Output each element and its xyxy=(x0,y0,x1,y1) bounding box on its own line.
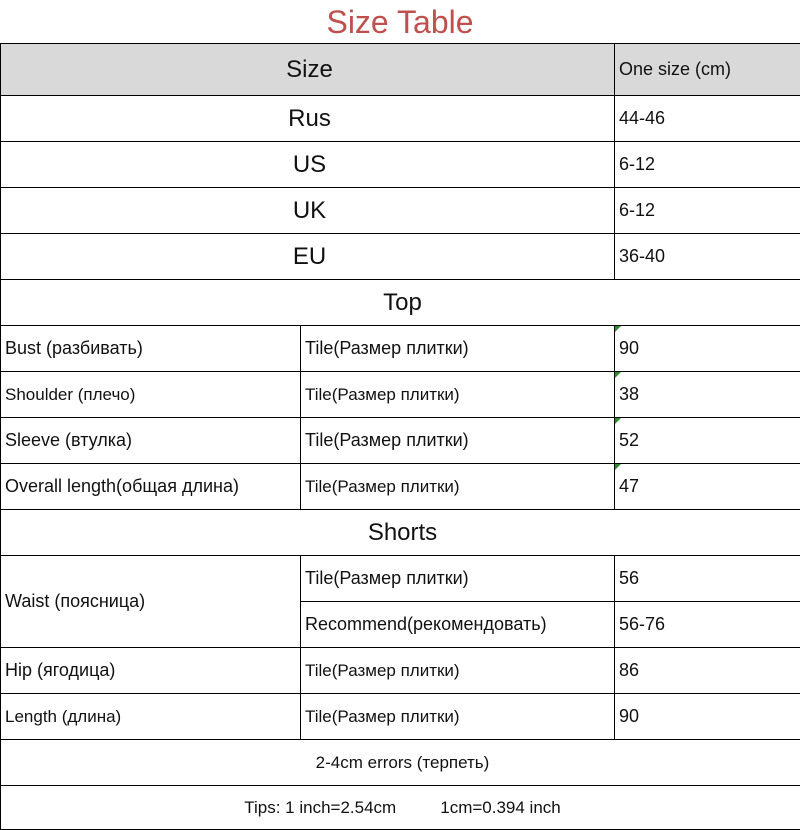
measure-label-overall-length: Overall length(общая длина) xyxy=(1,464,301,510)
page-title: Size Table xyxy=(0,0,800,44)
section-title-top: Top xyxy=(1,280,800,326)
size-row xyxy=(1,142,800,188)
table-row xyxy=(1,556,800,602)
measure-value-waist-recommend: 56-76 xyxy=(615,602,800,648)
size-label-eu: EU xyxy=(1,234,615,280)
measure-value-sleeve xyxy=(615,418,800,464)
measure-value-overall-length xyxy=(615,464,800,510)
corner-marker xyxy=(615,372,621,378)
error-note: 2-4cm errors (терпеть) xyxy=(1,740,800,786)
size-value-eu: 36-40 xyxy=(615,234,800,280)
section-title-shorts: Shorts xyxy=(1,510,800,556)
header-size-label: Size xyxy=(1,44,615,96)
note-row xyxy=(1,740,800,786)
measure-value-text: 47 xyxy=(619,476,639,496)
tips-row xyxy=(1,786,800,830)
size-value-us: 6-12 xyxy=(615,142,800,188)
size-label-uk: UK xyxy=(1,188,615,234)
table-row xyxy=(1,372,800,418)
corner-marker xyxy=(615,464,621,470)
measure-value-shoulder xyxy=(615,372,800,418)
corner-marker xyxy=(615,326,621,332)
table-row xyxy=(1,418,800,464)
measure-label-sleeve: Sleeve (втулка) xyxy=(1,418,301,464)
table-row xyxy=(1,326,800,372)
measure-value-hip: 86 xyxy=(615,648,800,694)
measure-value-text: 90 xyxy=(619,338,639,358)
table-row xyxy=(1,464,800,510)
measure-type-shoulder: Tile(Размер плитки) xyxy=(301,372,615,418)
size-table xyxy=(0,43,800,830)
measure-label-length: Length (длина) xyxy=(1,694,301,740)
measure-value-length: 90 xyxy=(615,694,800,740)
measure-type-waist-recommend: Recommend(рекомендовать) xyxy=(301,602,615,648)
tips-cell xyxy=(1,786,800,830)
measure-label-hip: Hip (ягодица) xyxy=(1,648,301,694)
tips-inch: Tips: 1 inch=2.54cm xyxy=(244,798,396,817)
measure-value-text: 52 xyxy=(619,430,639,450)
measure-type-sleeve: Tile(Размер плитки) xyxy=(301,418,615,464)
size-value-rus: 44-46 xyxy=(615,96,800,142)
measure-type-overall-length: Tile(Размер плитки) xyxy=(301,464,615,510)
size-value-uk: 6-12 xyxy=(615,188,800,234)
table-row xyxy=(1,648,800,694)
measure-type-waist-tile: Tile(Размер плитки) xyxy=(301,556,615,602)
measure-type-hip: Tile(Размер плитки) xyxy=(301,648,615,694)
corner-marker xyxy=(615,418,621,424)
measure-label-waist: Waist (поясница) xyxy=(1,556,301,648)
section-row-shorts xyxy=(1,510,800,556)
size-row xyxy=(1,234,800,280)
measure-type-bust: Tile(Размер плитки) xyxy=(301,326,615,372)
size-label-us: US xyxy=(1,142,615,188)
measure-label-bust: Bust (разбивать) xyxy=(1,326,301,372)
measure-type-length: Tile(Размер плитки) xyxy=(301,694,615,740)
header-unit-label: One size (cm) xyxy=(615,44,800,96)
tips-cm: 1cm=0.394 inch xyxy=(440,798,561,817)
size-label-rus: Rus xyxy=(1,96,615,142)
measure-value-waist-tile: 56 xyxy=(615,556,800,602)
measure-value-text: 38 xyxy=(619,384,639,404)
measure-value-bust xyxy=(615,326,800,372)
measure-label-shoulder: Shoulder (плечо) xyxy=(1,372,301,418)
table-header-row xyxy=(1,44,800,96)
size-row xyxy=(1,96,800,142)
section-row-top xyxy=(1,280,800,326)
size-row xyxy=(1,188,800,234)
table-row xyxy=(1,694,800,740)
